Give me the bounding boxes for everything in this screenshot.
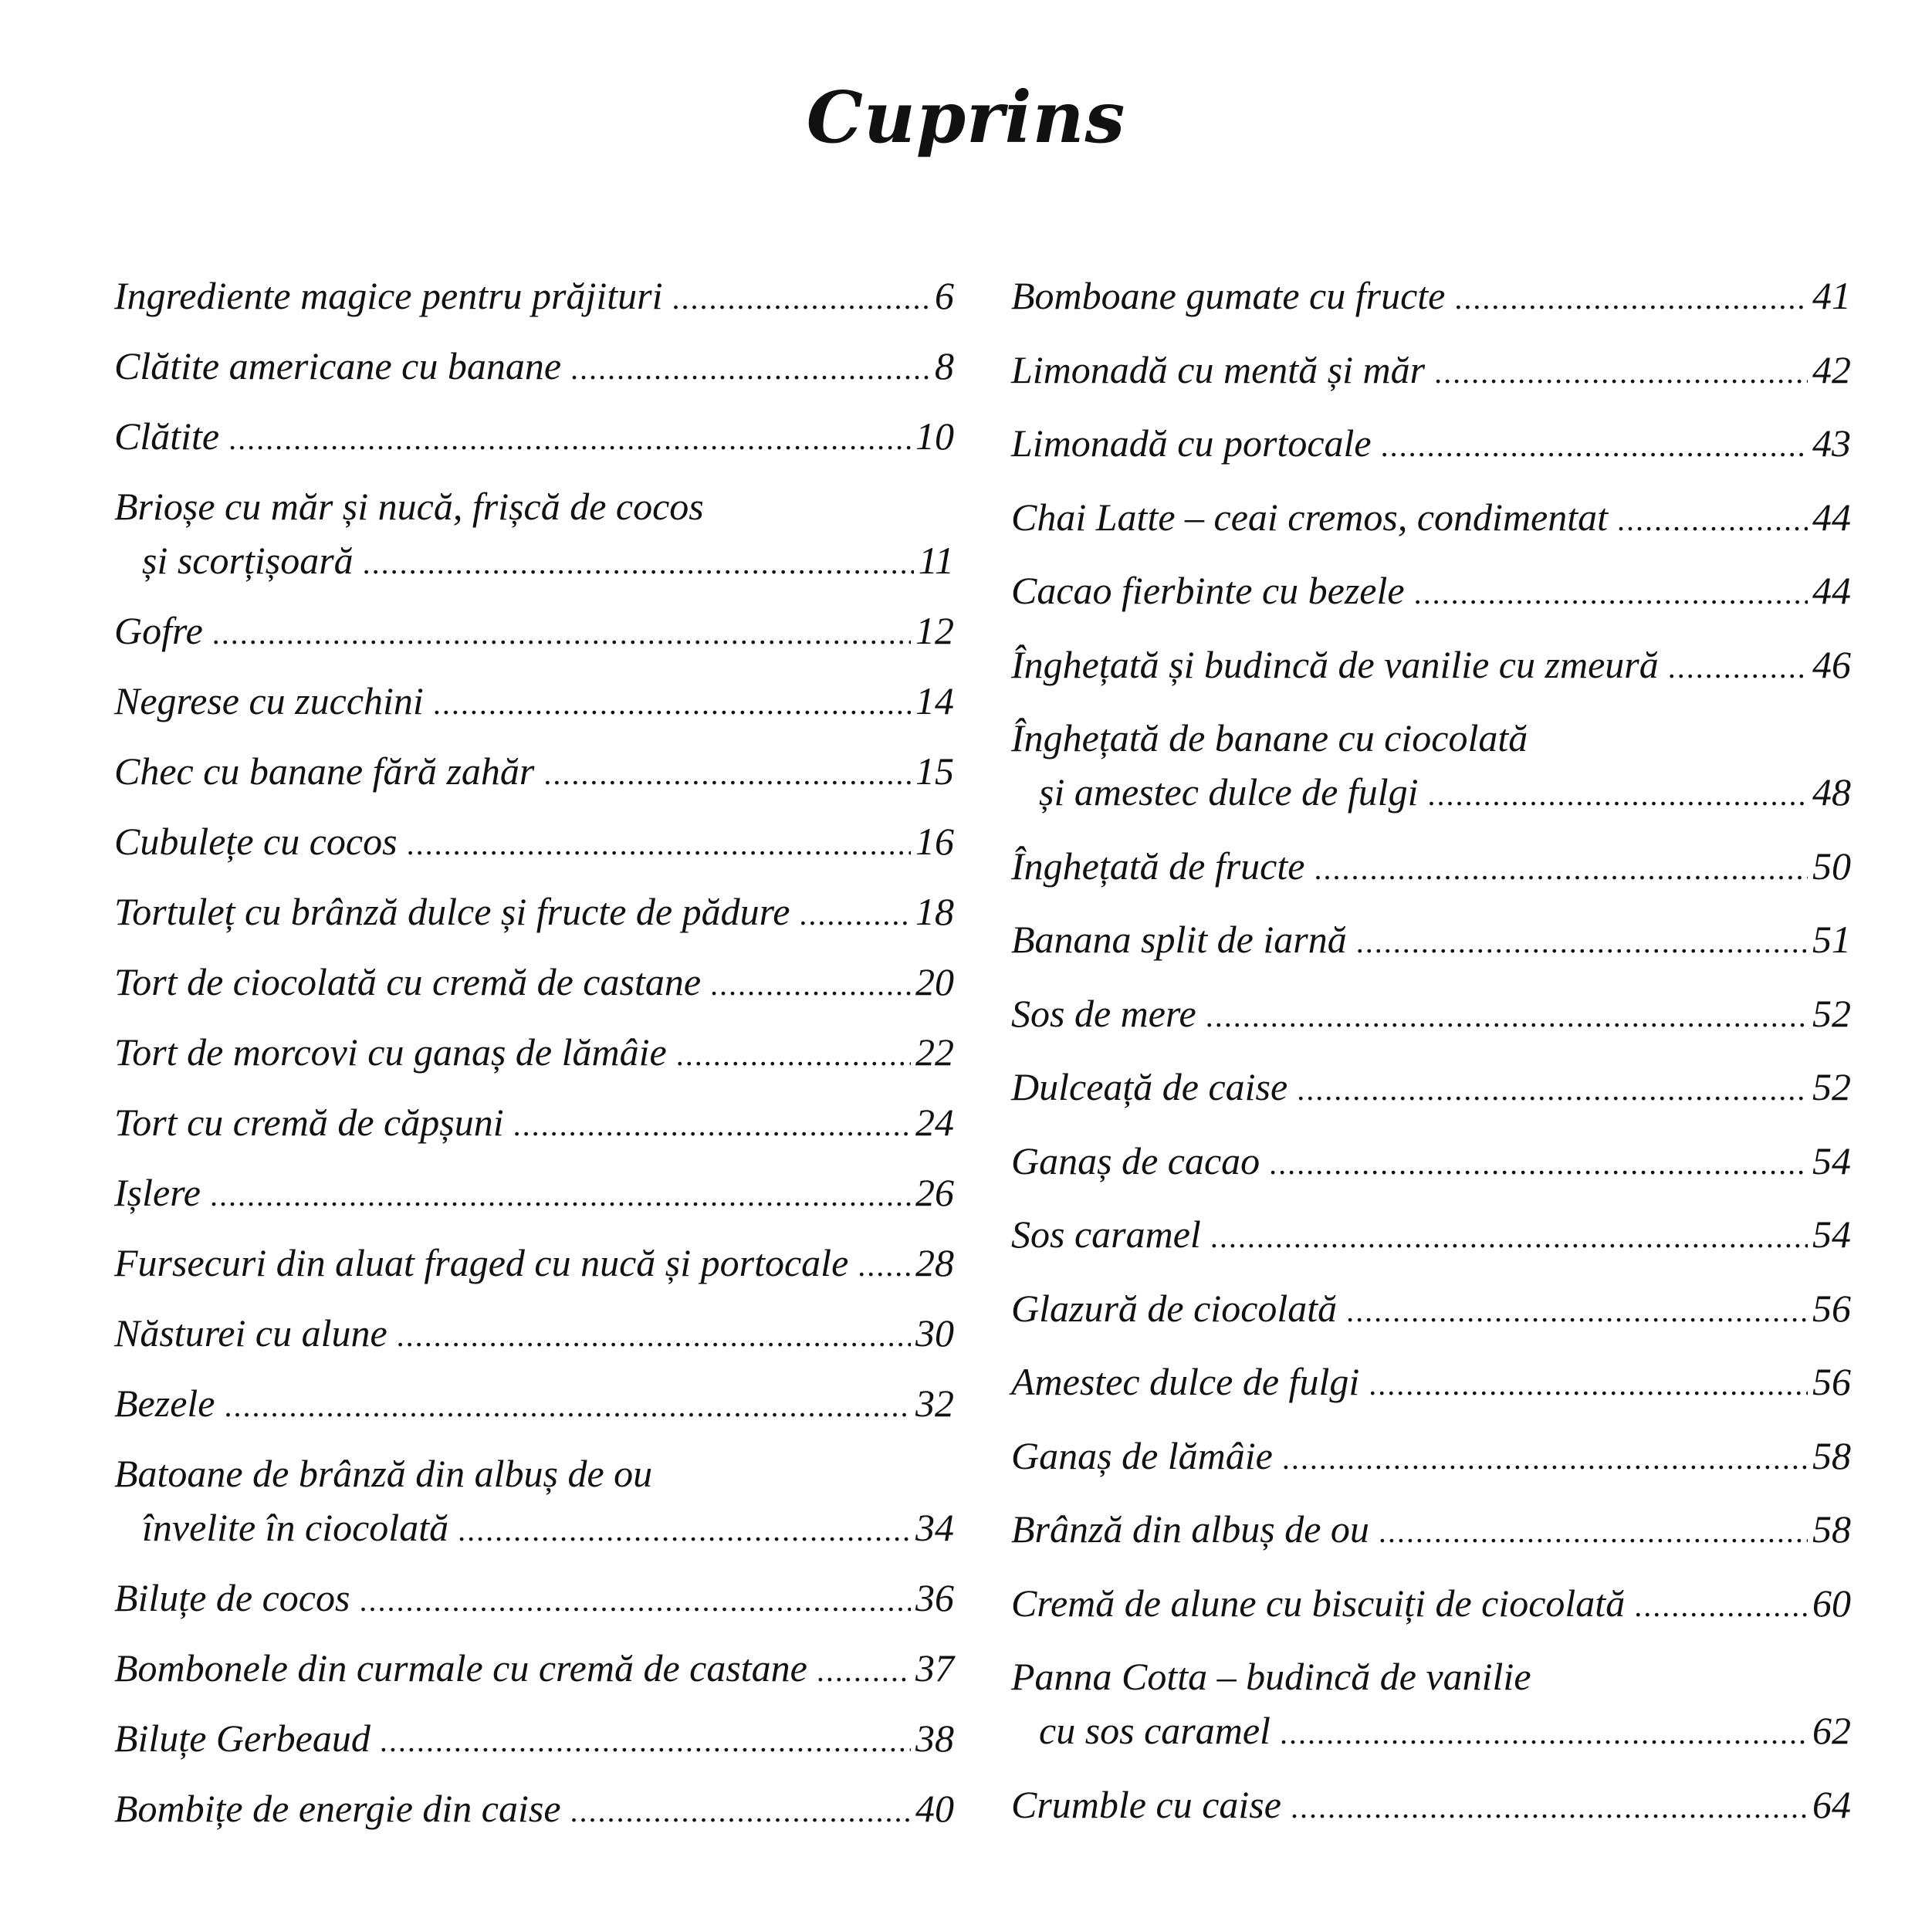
toc-entry-title: Năsturei cu alune bbox=[114, 1311, 387, 1355]
toc-entry-title: Gofre bbox=[114, 609, 203, 652]
toc-entry bbox=[114, 674, 954, 731]
toc-page-number: 51 bbox=[1812, 918, 1851, 961]
dot-leader bbox=[1454, 272, 1808, 326]
toc-page-number: 40 bbox=[915, 1787, 954, 1830]
toc-entry bbox=[1011, 490, 1851, 547]
toc-entry bbox=[114, 1165, 954, 1223]
toc-entry-title: Chai Latte – ceai cremos, condimentat bbox=[1011, 495, 1609, 539]
dot-leader bbox=[1369, 1358, 1808, 1412]
toc-entry bbox=[1011, 1207, 1851, 1264]
toc-entry-title: Chec cu banane fără zahăr bbox=[114, 749, 535, 793]
dot-leader bbox=[1346, 1284, 1808, 1338]
toc-page-number: 34 bbox=[915, 1506, 954, 1549]
toc-page-number: 10 bbox=[915, 414, 954, 458]
toc-entry-title: învelite în ciocolată bbox=[142, 1506, 449, 1549]
dot-leader bbox=[543, 747, 911, 801]
dot-leader bbox=[228, 412, 911, 466]
toc-page-number: 38 bbox=[915, 1717, 954, 1760]
toc-entry bbox=[114, 1571, 954, 1628]
toc-entry-title: Tort de morcovi cu ganaș de lămâie bbox=[114, 1030, 667, 1074]
toc-page-number: 50 bbox=[1812, 844, 1851, 888]
toc-entry-title: Tortuleț cu brânză dulce și fructe de pădure bbox=[114, 890, 790, 933]
dot-leader bbox=[1428, 768, 1808, 822]
dot-leader bbox=[397, 1309, 911, 1363]
toc-entry bbox=[114, 1236, 954, 1293]
toc-entry-title: Limonadă cu portocale bbox=[1011, 421, 1372, 465]
page-title: Cuprins bbox=[806, 76, 1126, 159]
toc-entry-title: Biluțe Gerbeaud bbox=[114, 1717, 370, 1760]
toc-page-number: 36 bbox=[915, 1576, 954, 1619]
toc-entry-title: Bomboane gumate cu fructe bbox=[1011, 274, 1446, 317]
toc-page-number: 56 bbox=[1812, 1360, 1851, 1403]
dot-leader bbox=[1414, 567, 1808, 621]
toc-entry-title: Înghețată și budincă de vanilie cu zmeură bbox=[1011, 642, 1659, 686]
dot-leader bbox=[817, 1644, 911, 1698]
toc-page-number: 52 bbox=[1812, 1065, 1851, 1108]
toc-entry bbox=[114, 1376, 954, 1433]
toc-page-number: 60 bbox=[1812, 1581, 1851, 1625]
toc-entry-title: Ingrediente magice pentru prăjituri bbox=[114, 274, 663, 317]
toc-entry-title: Clătite bbox=[114, 414, 220, 458]
toc-entry bbox=[114, 814, 954, 871]
dot-leader bbox=[1668, 641, 1808, 695]
toc-page-number: 56 bbox=[1812, 1286, 1851, 1330]
toc-entry-title: Glazură de ciocolată bbox=[1011, 1286, 1338, 1330]
toc-entry-title: Ișlere bbox=[114, 1171, 201, 1214]
toc-entry bbox=[114, 479, 954, 590]
dot-leader bbox=[210, 1169, 911, 1223]
dot-leader bbox=[1210, 1210, 1808, 1264]
toc-page-number: 8 bbox=[935, 344, 954, 387]
dot-leader bbox=[1434, 346, 1808, 400]
toc-entry-title: Clătite americane cu banane bbox=[114, 344, 562, 387]
toc-entry bbox=[114, 269, 954, 326]
dot-leader bbox=[570, 1784, 911, 1839]
toc-entry-title: Cubulețe cu cocos bbox=[114, 820, 398, 863]
toc-page-number: 26 bbox=[915, 1171, 954, 1214]
toc-page-number: 54 bbox=[1812, 1138, 1851, 1182]
toc-entry bbox=[114, 1641, 954, 1698]
toc-entry-title: Cremă de alune cu biscuiți de ciocolată bbox=[1011, 1581, 1626, 1625]
dot-leader bbox=[513, 1098, 911, 1152]
toc-entry bbox=[1011, 1060, 1851, 1117]
dot-leader bbox=[458, 1504, 911, 1558]
toc-entry bbox=[1011, 1778, 1851, 1835]
dot-leader bbox=[858, 1239, 911, 1293]
toc-page-number: 58 bbox=[1812, 1507, 1851, 1551]
toc-page-number: 16 bbox=[915, 820, 954, 863]
toc-entry-title: Limonadă cu mentă și măr bbox=[1011, 347, 1426, 391]
toc-page-number: 52 bbox=[1812, 991, 1851, 1035]
dot-leader bbox=[363, 536, 914, 590]
dot-leader bbox=[1291, 1781, 1808, 1835]
toc-page-number: 18 bbox=[915, 890, 954, 933]
toc-entry bbox=[1011, 1355, 1851, 1412]
toc-entry-title: Sos de mere bbox=[1011, 991, 1196, 1035]
toc-entry bbox=[1011, 343, 1851, 400]
toc-page-number: 12 bbox=[915, 609, 954, 652]
toc-page-number: 32 bbox=[915, 1382, 954, 1425]
toc-entry bbox=[114, 1025, 954, 1082]
toc-entry-title: Dulceață de caise bbox=[1011, 1065, 1288, 1108]
toc-entry bbox=[114, 409, 954, 466]
toc-entry bbox=[1011, 711, 1851, 822]
toc-page-number: 44 bbox=[1812, 495, 1851, 539]
toc-entry bbox=[1011, 563, 1851, 621]
toc-page-number: 44 bbox=[1812, 569, 1851, 612]
dot-leader bbox=[1381, 419, 1808, 473]
toc-entry bbox=[1011, 1429, 1851, 1486]
toc-entry-title: Tort de ciocolată cu cremă de castane bbox=[114, 960, 702, 1003]
dot-leader bbox=[1617, 493, 1808, 547]
toc-entry-title: Ganaș de cacao bbox=[1011, 1138, 1260, 1182]
toc-page-number: 28 bbox=[915, 1241, 954, 1284]
toc-entry bbox=[1011, 1502, 1851, 1559]
toc-entry-title: Fursecuri din aluat fraged cu nucă și portocale bbox=[114, 1241, 849, 1284]
toc-page-number: 37 bbox=[915, 1646, 954, 1690]
toc-entry-title: Brânză din albuș de ou bbox=[1011, 1507, 1369, 1551]
toc-page-number: 42 bbox=[1812, 347, 1851, 391]
toc-page-number: 41 bbox=[1812, 274, 1851, 317]
dot-leader bbox=[799, 888, 911, 942]
toc-entry bbox=[114, 1306, 954, 1363]
toc-page-number: 24 bbox=[915, 1101, 954, 1144]
toc-page-number: 30 bbox=[915, 1311, 954, 1355]
toc-entry-title: Sos caramel bbox=[1011, 1213, 1201, 1256]
dot-leader bbox=[1314, 842, 1808, 896]
toc-entry-title: Cacao fierbinte cu bezele bbox=[1011, 569, 1405, 612]
dot-leader bbox=[212, 607, 911, 661]
toc-entry bbox=[1011, 1281, 1851, 1338]
dot-leader bbox=[1356, 915, 1808, 969]
toc-entry bbox=[1011, 416, 1851, 473]
toc-entry bbox=[114, 339, 954, 396]
toc-page-number: 43 bbox=[1812, 421, 1851, 465]
toc-entry bbox=[114, 1095, 954, 1152]
dot-leader bbox=[710, 958, 911, 1012]
dot-leader bbox=[1297, 1063, 1808, 1117]
dot-leader bbox=[1634, 1579, 1808, 1633]
toc-entry-title: Bezele bbox=[114, 1382, 215, 1425]
toc-entry bbox=[1011, 1576, 1851, 1633]
toc-entry-title: Înghețată de banane cu ciocolată bbox=[1011, 716, 1528, 759]
toc-page-number: 46 bbox=[1812, 642, 1851, 686]
toc-page-number: 6 bbox=[935, 274, 954, 317]
toc-entry bbox=[114, 604, 954, 661]
toc-entry bbox=[114, 885, 954, 942]
dot-leader bbox=[359, 1574, 911, 1628]
toc-page-number: 48 bbox=[1812, 770, 1851, 814]
dot-leader bbox=[676, 1028, 911, 1082]
toc-entry-title: Tort cu cremă de căpșuni bbox=[114, 1101, 504, 1144]
toc-entry bbox=[1011, 912, 1851, 969]
toc-entry bbox=[114, 955, 954, 1012]
toc-entry-title: Amestec dulce de fulgi bbox=[1011, 1360, 1360, 1403]
toc-entry-title: Înghețată de fructe bbox=[1011, 844, 1305, 888]
toc-entry-title: Crumble cu caise bbox=[1011, 1782, 1281, 1826]
toc-entry-title: Banana split de iarnă bbox=[1011, 918, 1347, 961]
toc-entry bbox=[1011, 1134, 1851, 1191]
toc-page-number: 14 bbox=[915, 679, 954, 722]
toc-entry-title: Bombițe de energie din caise bbox=[114, 1787, 561, 1830]
dot-leader bbox=[570, 342, 930, 396]
toc-entry bbox=[1011, 269, 1851, 326]
toc-page-number: 54 bbox=[1812, 1213, 1851, 1256]
toc-entry-title: Panna Cotta – budincă de vanilie bbox=[1011, 1655, 1531, 1698]
dot-leader bbox=[433, 677, 911, 731]
dot-leader bbox=[672, 272, 930, 326]
dot-leader bbox=[1280, 1707, 1808, 1761]
toc-entry-title: Biluțe de cocos bbox=[114, 1576, 350, 1619]
toc-page-number: 64 bbox=[1812, 1782, 1851, 1826]
toc-entry bbox=[114, 1711, 954, 1768]
toc-entry bbox=[1011, 839, 1851, 896]
toc-entry-title: și amestec dulce de fulgi bbox=[1039, 770, 1419, 814]
dot-leader bbox=[1282, 1432, 1808, 1486]
toc-entry bbox=[114, 1781, 954, 1839]
toc-entry bbox=[1011, 1649, 1851, 1761]
toc-page-number: 58 bbox=[1812, 1433, 1851, 1477]
toc-entry-title: Negrese cu zucchini bbox=[114, 679, 424, 722]
toc-entry bbox=[1011, 638, 1851, 695]
dot-leader bbox=[1269, 1137, 1808, 1191]
toc-page-number: 22 bbox=[915, 1030, 954, 1074]
toc-entry-title: cu sos caramel bbox=[1039, 1709, 1271, 1752]
dot-leader bbox=[1379, 1505, 1808, 1559]
toc-entry bbox=[114, 744, 954, 801]
toc-entry-title: Brioșe cu măr și nucă, frișcă de cocos bbox=[114, 485, 704, 528]
toc-entry-title: Batoane de brânză din albuș de ou bbox=[114, 1452, 653, 1495]
dot-leader bbox=[1206, 989, 1808, 1044]
dot-leader bbox=[224, 1379, 911, 1433]
toc-entry bbox=[114, 1446, 954, 1558]
dot-leader bbox=[380, 1714, 911, 1768]
toc-page-number: 62 bbox=[1812, 1709, 1851, 1752]
toc-entry-title: și scorțișoară bbox=[142, 539, 354, 582]
toc-entry bbox=[1011, 986, 1851, 1044]
toc-page-number: 20 bbox=[915, 960, 954, 1003]
toc-page-number: 11 bbox=[918, 539, 954, 582]
toc-entry-title: Ganaș de lămâie bbox=[1011, 1433, 1273, 1477]
toc-entry-title: Bombonele din curmale cu cremă de castane bbox=[114, 1646, 807, 1690]
toc-page-number: 15 bbox=[915, 749, 954, 793]
dot-leader bbox=[407, 817, 911, 871]
